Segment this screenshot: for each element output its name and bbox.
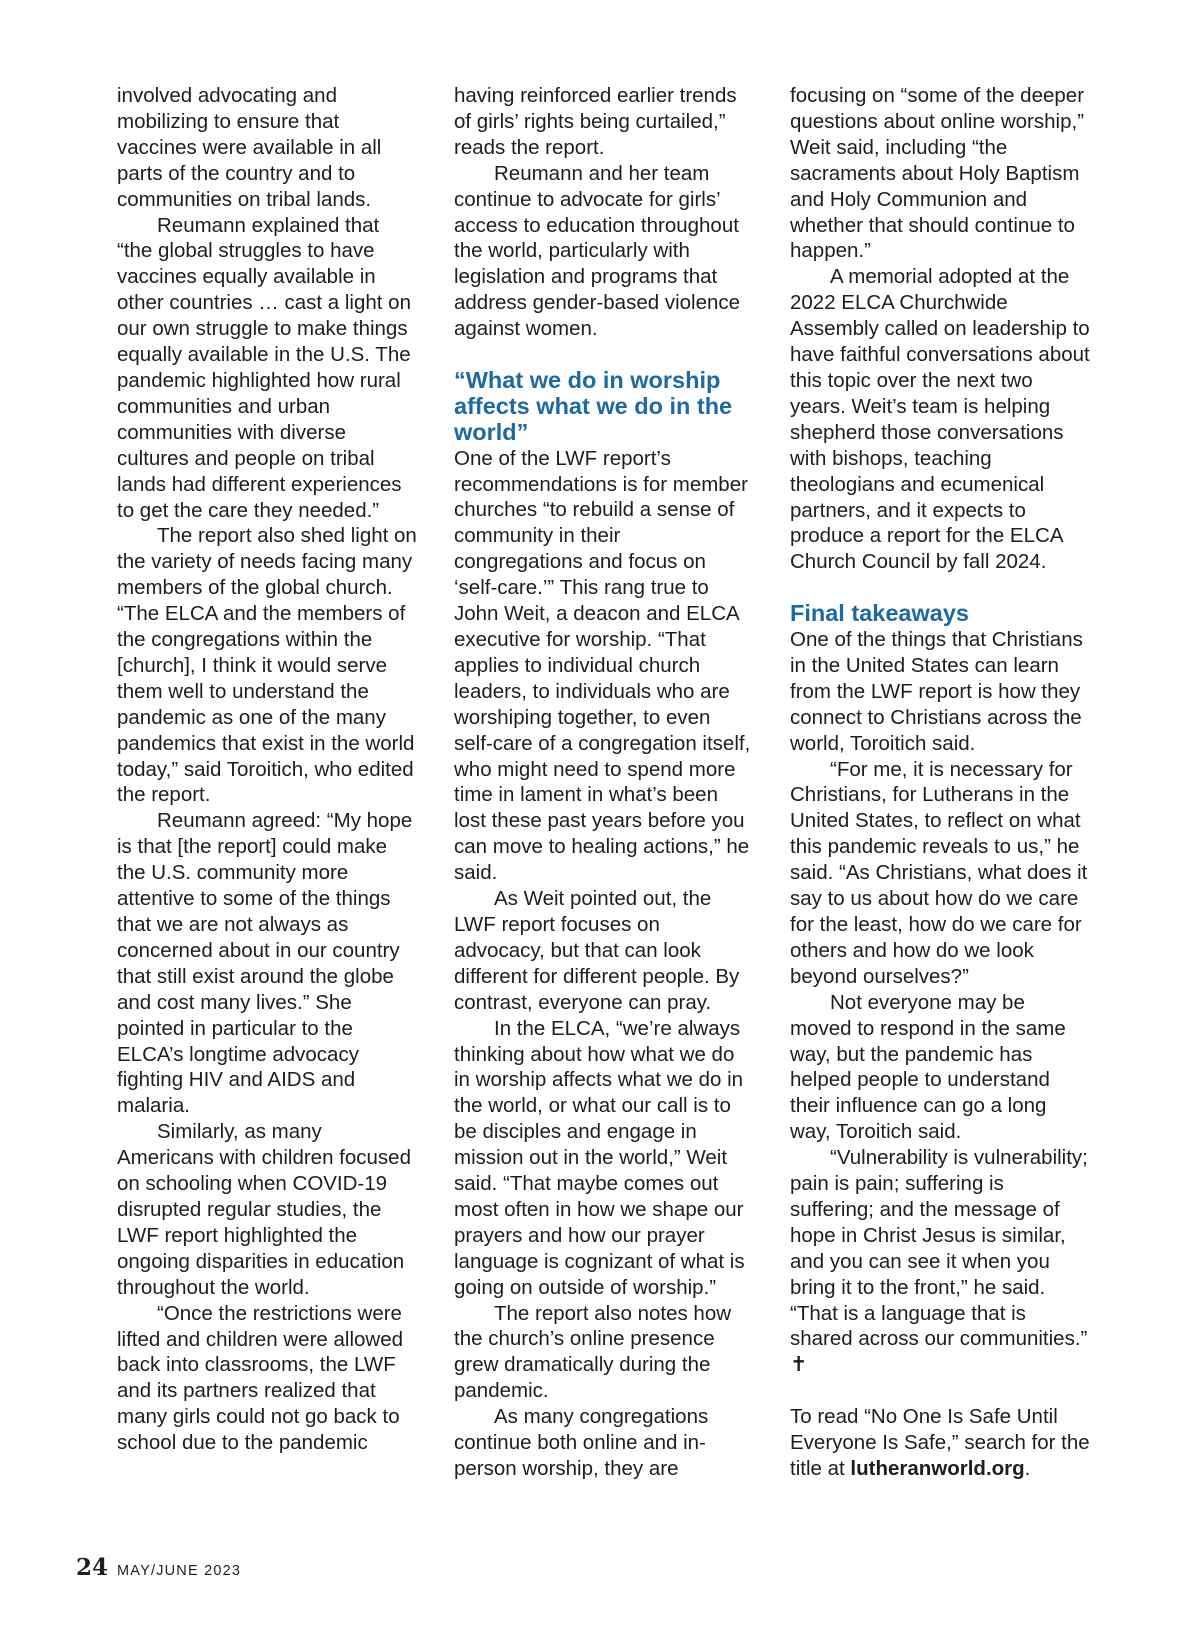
paragraph: involved advocating and mobilizing to ensure that vaccines were available in all parts of the country and to communities on tribal lands. xyxy=(117,84,382,211)
paragraph-last xyxy=(790,1145,1090,1378)
paragraph: Reumann and her team continue to advocate for girls’ access to education throughout the world, particularly with legislation and programs that address gender-based violence against women. xyxy=(454,161,741,341)
column-1 xyxy=(117,83,417,1456)
paragraph: As Weit pointed out, the LWF report focuses on advocacy, but that can look different for different people. By contrast, everyone can pray. xyxy=(454,887,740,1014)
cross-end-icon: ✝ xyxy=(790,1353,808,1377)
column-3 xyxy=(790,83,1090,1482)
paragraph: One of the things that Christians in the United States can learn from the LWF report is how they connect to Christians across the world, Toroitich said. xyxy=(790,628,1083,755)
paragraph: Reumann explained that “the global struggles to have vaccines equally available in other countries … cast a light on our own struggle to make things equally available in the U.S. The pandemic highlighted how rural communities and urban communities with diverse cultures and people on tribal lands had different experiences to get the care they needed.” xyxy=(117,213,411,522)
paragraph: In the ELCA, “we’re always thinking about how what we do in worship affects what we do in the world, or what our call is to be disciples and engage in mission out in the world,” Weit said. “That maybe comes out most often in how we shape our prayers and how our prayer language is cognizant of what is going on outside of worship.” xyxy=(454,1016,745,1299)
paragraph: The report also notes how the church’s online presence grew dramatically during the pandemic. xyxy=(454,1301,732,1403)
paragraph: Similarly, as many Americans with children focused on schooling when COVID-19 disrupted regular studies, the LWF report highlighted the ongoing disparities in education throughout the world. xyxy=(117,1120,411,1299)
subhead-final-takeaways: Final takeaways xyxy=(790,600,969,627)
issue-date: MAY/JUNE 2023 xyxy=(117,1563,242,1579)
paragraph: Not everyone may be moved to respond in the same way, but the pandemic has helped people to understand their influence can go a long way, Toroitich said. xyxy=(790,990,1066,1144)
read-more-text: To read “No One Is Safe Until Everyone Is Safe,” search for the title at xyxy=(790,1405,1090,1480)
page-number: 24 xyxy=(76,1554,109,1581)
paragraph: having reinforced earlier trends of girls’ rights being curtailed,” reads the report. xyxy=(454,84,737,159)
paragraph: A memorial adopted at the 2022 ELCA Churchwide Assembly called on leadership to have faithful conversations about this topic over the next two years. Weit’s team is helping shepherd those conversations with bishops, teaching theologians and ecumenical partners, and it expects to produce a report for the ELCA Church Council by fall 2024. xyxy=(790,265,1090,574)
paragraph-text: “Vulnerability is vulnerability; pain is pain; suffering is suffering; and the message of hope in Christ Jesus is similar, and you can see it when you bring it to the front,” he said. “That is a language that is shared across our communities.” xyxy=(790,1146,1088,1351)
read-more-period: . xyxy=(1024,1457,1031,1480)
paragraph: One of the LWF report’s recommendations is for member churches “to rebuild a sense of community in their congregations and focus on ‘self-care.’” This rang true to John Weit, a deacon and ELCA executive for worship. “That applies to individual church leaders, to individuals who are worshiping together, to even self-care of a congregation itself, who might need to spend more time in lament in what’s been lost these past years before you can move to healing actions,” he said. xyxy=(454,446,751,885)
paragraph: The report also shed light on the variety of needs facing many members of the global church. “The ELCA and the members of the congregations within the [church], I think it would serve them well to understand the pandemic as one of the many pandemics that exist in the world today,” said Toroitich, who edited the report. xyxy=(117,524,417,807)
column-2 xyxy=(454,83,754,1482)
paragraph: “For me, it is necessary for Christians, for Lutherans in the United States, to reflect on what this pandemic reveals to us,” he said. “As Christians, what does it say to us about how do we care for the least, how do we care for others and how do we look beyond ourselves?” xyxy=(790,757,1088,988)
lutheranworld-link[interactable]: lutheranworld.org xyxy=(850,1457,1025,1480)
read-more-note xyxy=(790,1404,1090,1482)
paragraph: focusing on “some of the deeper questions about online worship,” Weit said, including “the sacraments about Holy Baptism and Holy Communion and whether that should continue to happen.” xyxy=(790,84,1085,263)
subhead-worship: “What we do in worship affects what we do in the world” xyxy=(454,366,733,445)
paragraph: “Once the restrictions were lifted and children were allowed back into classrooms, the LWF and its partners realized that many girls could not go back to school due to the pandemic xyxy=(117,1301,404,1455)
paragraph: Reumann agreed: “My hope is that [the report] could make the U.S. community more attentive to some of the things that we are not always as concerned about in our country that still exist around the globe and cost many lives.” She pointed in particular to the ELCA’s longtime advocacy fighting HIV and AIDS and malaria. xyxy=(117,809,413,1118)
page-footer xyxy=(76,1554,241,1581)
paragraph: As many congregations continue both online and in-person worship, they are xyxy=(454,1405,709,1481)
